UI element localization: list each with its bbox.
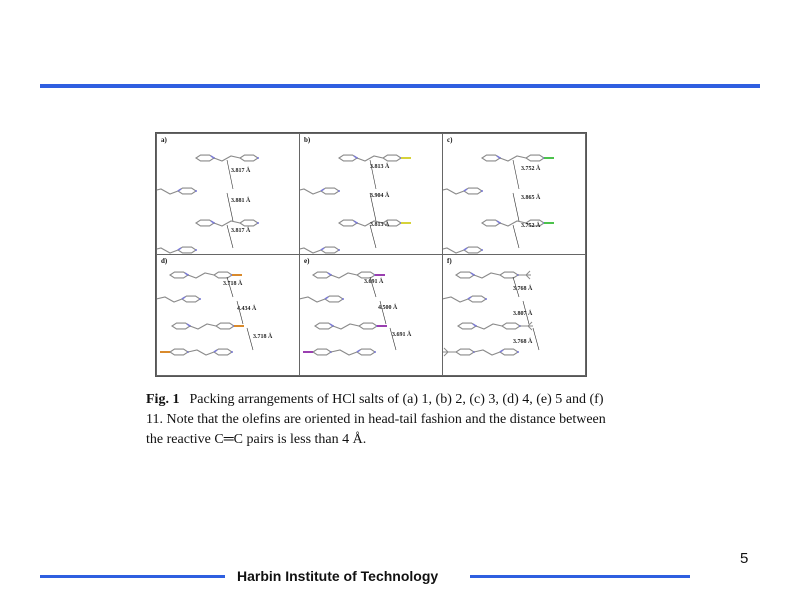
panel-label: e) bbox=[304, 257, 310, 265]
contact-line bbox=[227, 160, 233, 189]
distance-label: 3.718 Å bbox=[223, 281, 243, 287]
distance-label: 3.807 Å bbox=[513, 311, 533, 317]
olefin-molecule bbox=[482, 155, 554, 161]
figure-panel bbox=[442, 254, 586, 376]
panel-label: f) bbox=[447, 257, 452, 265]
olefin-molecule bbox=[303, 349, 375, 355]
olefin-molecule bbox=[157, 188, 196, 194]
contact-line bbox=[513, 225, 519, 248]
olefin-molecule bbox=[443, 247, 482, 253]
packing-diagram bbox=[443, 134, 586, 255]
figure-panel bbox=[299, 133, 443, 255]
panel-label: c) bbox=[447, 136, 453, 144]
olefin-molecule bbox=[170, 272, 242, 278]
figure-panel bbox=[299, 254, 443, 376]
olefin-molecule bbox=[157, 296, 200, 302]
distance-label: 3.752 Å bbox=[521, 223, 541, 229]
packing-diagram bbox=[157, 134, 300, 255]
distance-label: 3.718 Å bbox=[253, 334, 273, 340]
footer-divider-right bbox=[470, 575, 690, 578]
distance-label: 3.904 Å bbox=[370, 193, 390, 199]
figure-panel bbox=[442, 133, 586, 255]
distance-label: 3.881 Å bbox=[231, 198, 251, 204]
distance-label: 4.434 Å bbox=[237, 306, 257, 312]
olefin-molecule bbox=[339, 155, 411, 161]
olefin-molecule bbox=[315, 323, 387, 329]
distance-label: 3.691 Å bbox=[364, 279, 384, 285]
olefin-molecule bbox=[157, 247, 196, 253]
distance-label: 3.817 Å bbox=[231, 228, 251, 234]
packing-figure bbox=[155, 132, 587, 377]
olefin-molecule bbox=[313, 272, 385, 278]
olefin-molecule bbox=[456, 271, 531, 279]
panel-label: a) bbox=[161, 136, 167, 144]
figure-label: Fig. 1 bbox=[146, 392, 180, 407]
contact-line bbox=[370, 225, 376, 248]
distance-label: 3.813 Å bbox=[370, 164, 390, 170]
panel-label: d) bbox=[161, 257, 168, 265]
distance-label: 3.817 Å bbox=[231, 168, 251, 174]
olefin-molecule bbox=[300, 188, 339, 194]
figure-caption bbox=[146, 390, 616, 450]
distance-label: 3.865 Å bbox=[521, 195, 541, 201]
institution-name: Harbin Institute of Technology bbox=[237, 568, 439, 584]
distance-label: 3.768 Å bbox=[513, 286, 533, 292]
figure-panel bbox=[156, 133, 300, 255]
olefin-molecule bbox=[300, 296, 343, 302]
contact-line bbox=[533, 328, 539, 350]
distance-label: 3.691 Å bbox=[392, 332, 412, 338]
page-number: 5 bbox=[740, 550, 749, 567]
distance-label: 3.813 Å bbox=[370, 222, 390, 228]
olefin-molecule bbox=[458, 322, 533, 330]
olefin-molecule bbox=[443, 188, 482, 194]
packing-diagram bbox=[157, 255, 300, 376]
contact-line bbox=[513, 160, 519, 189]
contact-line bbox=[237, 301, 243, 324]
figure-panel bbox=[156, 254, 300, 376]
olefin-molecule bbox=[160, 349, 232, 355]
distance-label: 3.768 Å bbox=[513, 339, 533, 345]
caption-text: Packing arrangements of HCl salts of (a) 1, (b) 2, (c) 3, (d) 4, (e) 5 and (f) 11. Note that the olefins are oriented in head-tail fashion and the distance between the reactive C═C pairs is less than 4 Å. bbox=[146, 392, 606, 447]
olefin-molecule bbox=[172, 323, 244, 329]
contact-line bbox=[227, 277, 233, 297]
distance-label: 3.752 Å bbox=[521, 166, 541, 172]
packing-diagram bbox=[300, 255, 443, 376]
footer-divider-left bbox=[40, 575, 225, 578]
distance-label: 4.500 Å bbox=[378, 305, 398, 311]
contact-line bbox=[513, 193, 519, 221]
olefin-molecule bbox=[443, 348, 518, 356]
olefin-molecule bbox=[300, 247, 339, 253]
top-divider bbox=[40, 84, 760, 88]
panel-label: b) bbox=[304, 136, 311, 144]
olefin-molecule bbox=[482, 220, 554, 226]
olefin-molecule bbox=[443, 295, 486, 303]
